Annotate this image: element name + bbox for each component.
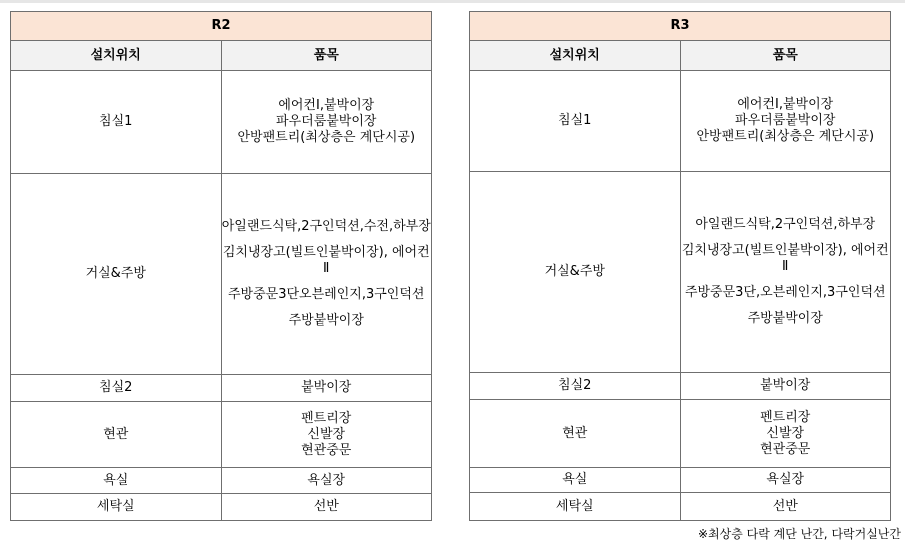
- table-row: [11, 494, 432, 521]
- items-cell: [221, 375, 432, 402]
- item-line: 현관중문: [301, 442, 352, 458]
- location-cell: 침실1: [470, 71, 681, 172]
- item-line: 김치냉장고(빌트인붙박이장), 에어컨Ⅱ: [681, 243, 889, 274]
- table-row: [470, 172, 891, 373]
- location-cell: 거실&주방: [11, 174, 222, 375]
- items-cell: [221, 71, 432, 174]
- table-row: [11, 468, 432, 494]
- r2-title: R2: [11, 12, 432, 41]
- location-cell: 세탁실: [11, 494, 222, 521]
- item-line: 안방팬트리(최상층은 계단시공): [237, 130, 416, 145]
- location-cell: 현관: [470, 400, 681, 468]
- item-line: 욕실장: [766, 472, 805, 487]
- item-line: 주방붙박이장: [288, 313, 364, 328]
- r3-header-items: 품목: [680, 41, 891, 71]
- item-line: 주방붙박이장: [747, 311, 823, 326]
- item-line: 욕실장: [307, 472, 346, 488]
- item-line: 안방팬트리(최상층은 계단시공): [696, 129, 875, 144]
- table-row: [11, 402, 432, 468]
- location-cell: 침실2: [470, 373, 681, 400]
- item-line: 주방중문3단오븐레인지,3구인덕션: [228, 287, 425, 302]
- table-row: [470, 400, 891, 468]
- item-line: 아일랜드식탁,2구인덕션,수전,하부장: [221, 219, 431, 234]
- top-divider: [0, 0, 905, 3]
- table-row: [470, 373, 891, 400]
- item-line: 붙박이장: [760, 378, 811, 393]
- item-line: 에어컨Ⅰ,붙박이장: [278, 98, 375, 113]
- footnote: ※최상층 다락 계단 난간, 다락거실난간: [697, 527, 901, 541]
- item-line: 김치냉장고(빌트인붙박이장), 에어컨Ⅱ: [222, 245, 430, 276]
- location-cell: 욕실: [470, 468, 681, 493]
- item-line: 신발장: [307, 426, 346, 442]
- items-cell: [680, 400, 891, 468]
- items-cell: [680, 373, 891, 400]
- item-line: 선반: [313, 499, 339, 514]
- r3-title: R3: [470, 12, 891, 41]
- location-cell: 현관: [11, 402, 222, 468]
- item-line: 현관중문: [760, 441, 811, 457]
- location-cell: 세탁실: [470, 493, 681, 521]
- r2-header-items: 품목: [221, 41, 432, 71]
- r2-header-location: 설치위치: [11, 41, 222, 71]
- item-line: 펜트리장: [760, 409, 811, 425]
- location-cell: 침실1: [11, 71, 222, 174]
- location-cell: 욕실: [11, 468, 222, 494]
- table-row: [11, 71, 432, 174]
- item-line: 선반: [772, 498, 798, 514]
- items-cell: [680, 71, 891, 172]
- item-line: 아일랜드식탁,2구인덕션,하부장: [695, 217, 876, 232]
- items-cell: [221, 468, 432, 494]
- r2-table: [10, 11, 432, 521]
- r3-table: [469, 11, 891, 521]
- item-line: 파우더룸붙박이장: [276, 114, 377, 129]
- items-cell: [221, 494, 432, 521]
- items-cell: [680, 172, 891, 373]
- items-cell: [680, 468, 891, 493]
- location-cell: 침실2: [11, 375, 222, 402]
- table-row: [470, 468, 891, 493]
- r3-header-location: 설치위치: [470, 41, 681, 71]
- items-cell: [680, 493, 891, 521]
- table-row: [470, 493, 891, 521]
- item-line: 펜트리장: [301, 410, 352, 426]
- items-cell: [221, 174, 432, 375]
- item-line: 파우더룸붙박이장: [735, 113, 836, 128]
- table-row: [11, 174, 432, 375]
- item-line: 붙박이장: [301, 380, 352, 395]
- items-cell: [221, 402, 432, 468]
- item-line: 신발장: [766, 425, 805, 441]
- table-row: [470, 71, 891, 172]
- item-line: 주방중문3단,오븐레인지,3구인덕션: [684, 285, 886, 300]
- table-row: [11, 375, 432, 402]
- item-line: 에어컨Ⅰ,붙박이장: [737, 97, 834, 112]
- location-cell: 거실&주방: [470, 172, 681, 373]
